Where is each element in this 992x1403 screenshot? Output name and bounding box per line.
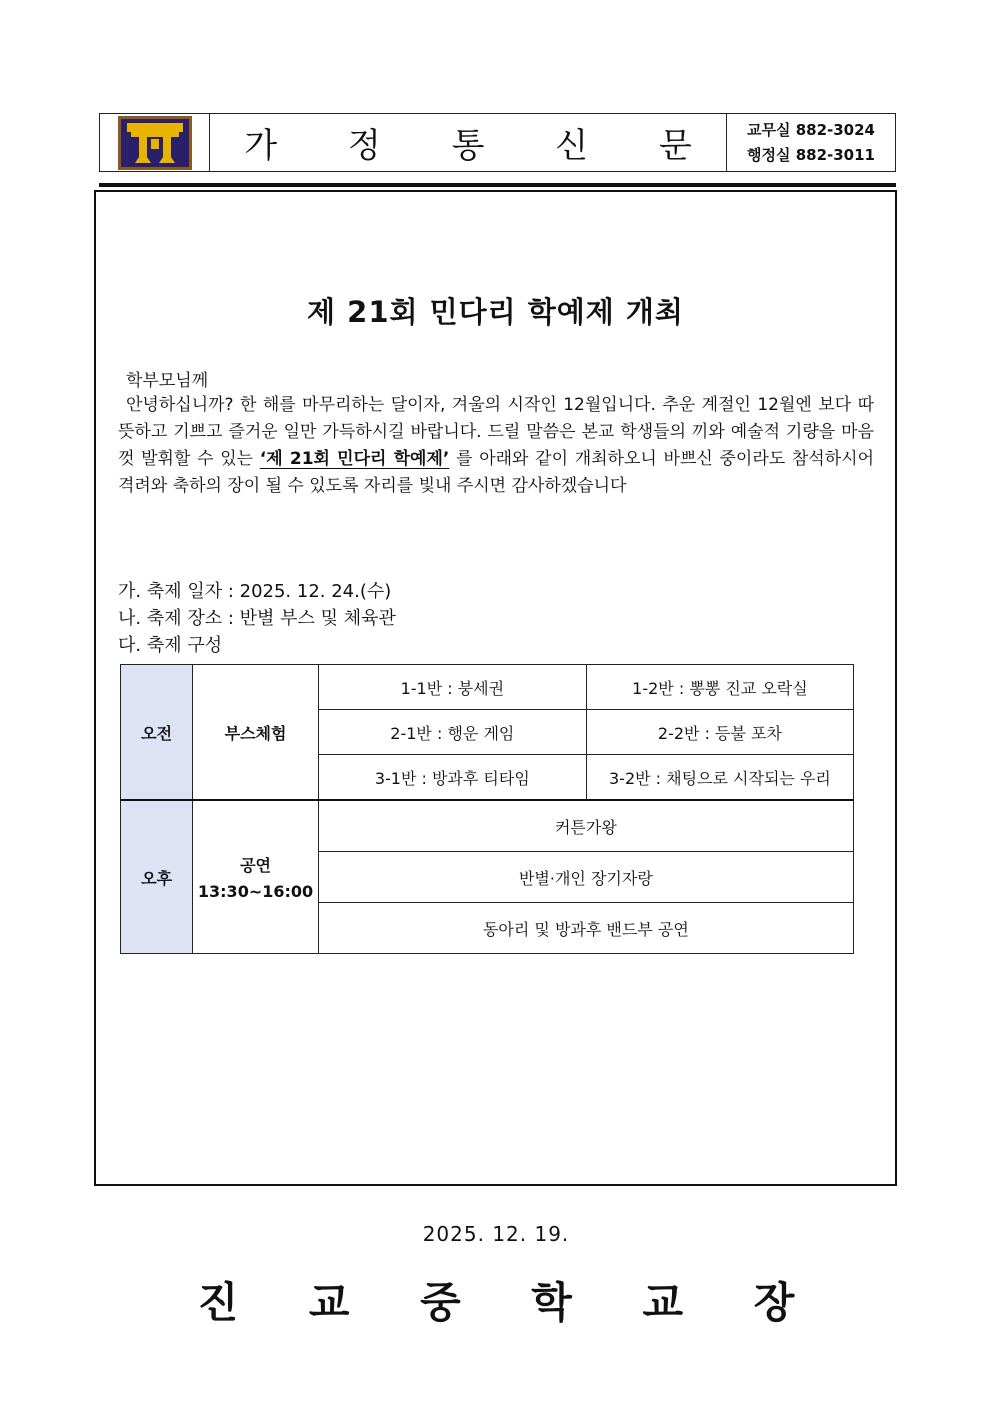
session-morning: 오전 — [121, 665, 193, 801]
table-row — [121, 800, 854, 852]
booth-cell: 1-1반 : 붕세권 — [318, 665, 586, 710]
header-divider — [99, 183, 896, 187]
booth-cell: 3-2반 : 채팅으로 시작되는 우리 — [586, 755, 853, 801]
festival-location: 나. 축제 장소 : 반별 부스 및 체육관 — [118, 608, 396, 629]
booth-cell: 3-1반 : 방과후 티타임 — [318, 755, 586, 801]
festival-date: 가. 축제 일자 : 2025. 12. 24.(수) — [118, 581, 392, 602]
contact-info — [727, 114, 895, 171]
contact-line: 행정실 882-3011 — [747, 145, 875, 164]
festival-info-list — [118, 578, 396, 659]
festival-schedule-table — [120, 664, 854, 954]
booth-cell: 2-1반 : 행운 게임 — [318, 710, 586, 755]
contact-line: 교무실 882-3024 — [747, 120, 875, 139]
school-logo-cell — [100, 114, 210, 171]
letter-header — [99, 113, 896, 172]
performance-cell: 동아리 및 방과후 밴드부 공연 — [318, 903, 853, 954]
festival-name-highlight: ‘제 21회 민다리 학예제’ — [259, 449, 450, 469]
body-text-start: 안녕하십니까? 한 해를 마무리하는 달이자, 겨울의 시작인 12월입니다. 추운 계절인 12월엔 보다 따뜻하고 기쁘고 즐거운 일만 가득하시길 바랍니다. 드릴 말씀은 본교 학생들의 끼와 예술적 기량을 마음껏 발휘할 수 있는 — [118, 395, 874, 469]
salutation: 학부모님께 — [126, 371, 209, 391]
performance-label: 공연 — [240, 856, 271, 875]
school-emblem-logo — [117, 115, 193, 171]
table-row — [121, 665, 854, 710]
letter-title: 가 정 통 신 문 — [210, 114, 727, 171]
performance-cell: 커튼가왕 — [318, 800, 853, 852]
booth-cell: 2-2반 : 등불 포차 — [586, 710, 853, 755]
issue-date: 2025. 12. 19. — [422, 1222, 570, 1246]
festival-composition: 다. 축제 구성 — [118, 635, 223, 656]
booth-cell: 1-2반 : 뽕뽕 진교 오락실 — [586, 665, 853, 710]
category-performance — [193, 800, 319, 954]
principal-signature: 진 교 중 학 교 장 — [197, 1278, 823, 1327]
body-paragraph — [118, 392, 874, 500]
body-text-end: 를 아래와 같이 개최하오니 바쁘신 중이라도 참석하시어 격려와 축하의 장이 될 수 있도록 자리를 빛내 주시면 감사하겠습니다 — [118, 449, 874, 496]
performance-cell: 반별·개인 장기자랑 — [318, 852, 853, 903]
letter-body-box — [94, 190, 897, 1186]
category-booth: 부스체험 — [193, 665, 319, 801]
performance-time: 13:30~16:00 — [197, 882, 314, 901]
session-afternoon: 오후 — [121, 800, 193, 954]
document-title: 제 21회 민다리 학예제 개최 — [307, 295, 684, 329]
